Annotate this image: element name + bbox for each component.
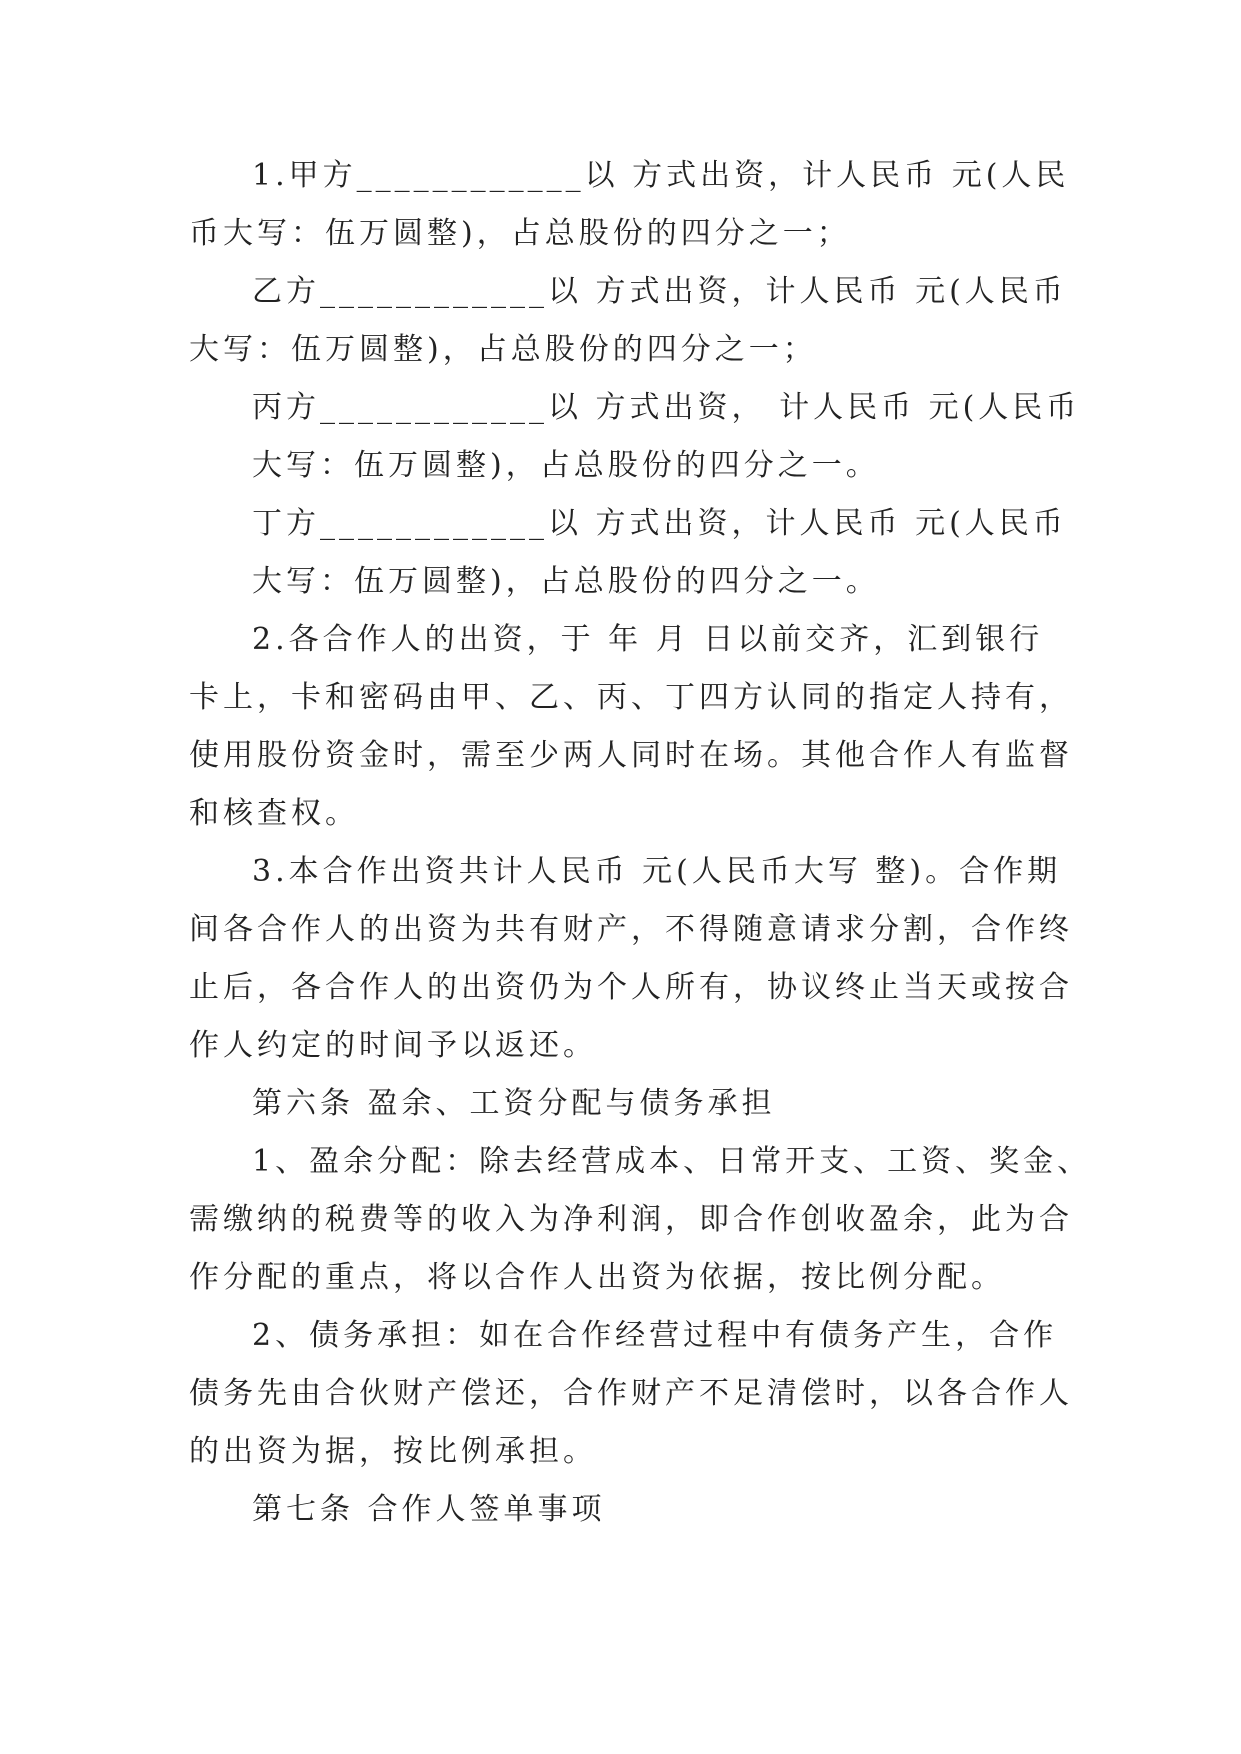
paragraph-line: 止后，各合作人的出资仍为个人所有，协议终止当天或按合	[189, 970, 1073, 1005]
paragraph-line: 间各合作人的出资为共有财产，不得随意请求分割，合作终	[189, 912, 1073, 947]
section-heading: 第六条 盈余、工资分配与债务承担	[252, 1086, 776, 1121]
paragraph-line: 丁方____________以 方式出资，计人民币 元(人民币	[252, 506, 1067, 541]
paragraph-line: 的出资为据，按比例承担。	[189, 1434, 597, 1469]
paragraph-line: 大写：伍万圆整)，占总股份的四分之一；	[189, 332, 817, 367]
paragraph-line: 币大写：伍万圆整)，占总股份的四分之一；	[189, 216, 851, 251]
paragraph-line: 3.本合作出资共计人民币 元(人民币大写 整)。合作期	[252, 854, 1062, 889]
paragraph-line: 使用股份资金时，需至少两人同时在场。其他合作人有监督	[189, 738, 1073, 773]
paragraph-line: 2、债务承担：如在合作经营过程中有债务产生，合作	[252, 1318, 1058, 1353]
paragraph-line: 作人约定的时间予以返还。	[189, 1028, 597, 1063]
paragraph-line: 大写：伍万圆整)，占总股份的四分之一。	[252, 564, 880, 599]
paragraph-line: 1、盈余分配：除去经营成本、日常开支、工资、奖金、	[252, 1144, 1092, 1179]
paragraph-line: 丙方____________以 方式出资， 计人民币 元(人民币	[252, 390, 1081, 425]
paragraph-line: 和核查权。	[189, 796, 359, 831]
section-heading: 第七条 合作人签单事项	[252, 1492, 606, 1527]
paragraph-line: 卡上，卡和密码由甲、乙、丙、丁四方认同的指定人持有，	[189, 680, 1073, 715]
paragraph-line: 2.各合作人的出资，于 年 月 日以前交齐，汇到银行	[252, 622, 1044, 657]
paragraph-line: 乙方____________以 方式出资，计人民币 元(人民币	[252, 274, 1067, 309]
paragraph-line: 债务先由合伙财产偿还，合作财产不足清偿时，以各合作人	[189, 1376, 1073, 1411]
paragraph-line: 1.甲方____________以 方式出资，计人民币 元(人民	[252, 158, 1070, 193]
document-body	[189, 150, 1092, 1539]
paragraph-line: 作分配的重点，将以合作人出资为依据，按比例分配。	[189, 1260, 1005, 1295]
paragraph-line: 大写：伍万圆整)，占总股份的四分之一。	[252, 448, 880, 483]
paragraph-line: 需缴纳的税费等的收入为净利润，即合作创收盈余，此为合	[189, 1202, 1073, 1237]
